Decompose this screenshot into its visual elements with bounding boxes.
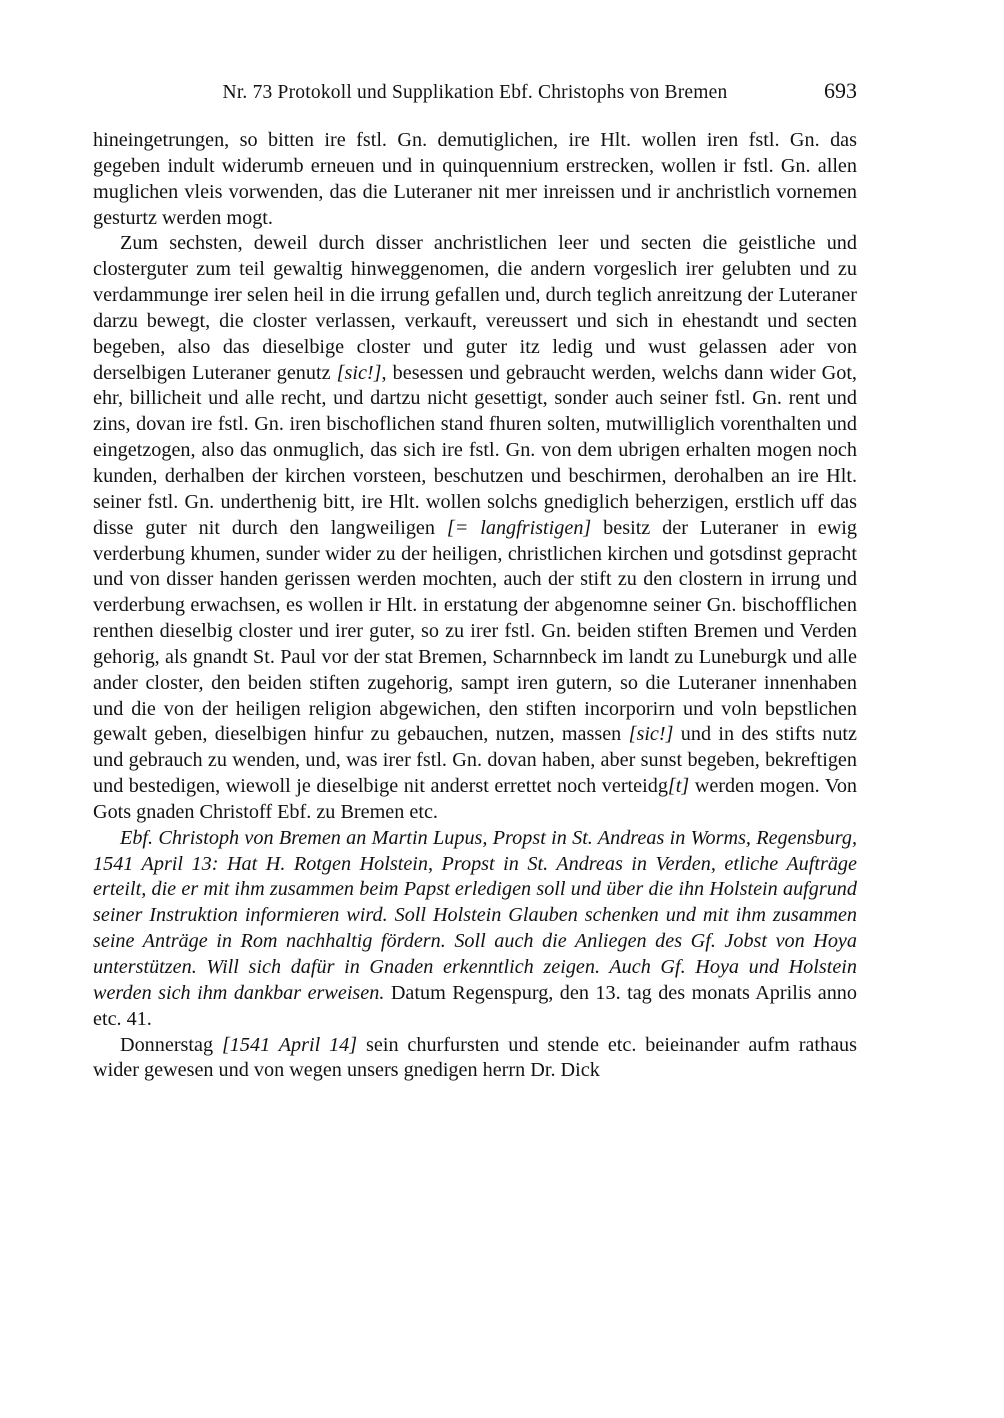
text-segment: besitz der Luteraner in ewig verderbung khumen, sunder wider zu der heiligen, christlichen kirchen und gotsdinst gepracht und von disser handen gerissen werden mochten, auch der stift zu den clostern in irrung und verderbung erwachsen, es wollen ir Hlt. in erstatung der abgenomne seiner Gn. bischofflichen renthen dieselbig closter und irer guter, so zu irer fstl. Gn. beiden stiften Bremen und Verden gehorig, als gnandt St. Paul vor der stat Bremen, Scharnnbeck im landt zu Luneburgk und alle ander closter, den beiden stiften zugehorig, sampt iren gutern, so die Luteraner innenhaben und die von der heiligen religion abgewichen, den stiften incorporirn und voln bepstlichen gewalt geben, dieselbigen hinfur zu gebauchen, nutzen, massen [93, 516, 857, 746]
text-segment: hineingetrungen, so bitten ire fstl. Gn. demutiglichen, ire Hlt. wollen iren fstl. Gn. das gegeben indult widerumb erneuen und in quinquennium erstrecken, wollen ir fstl. Gn. allen muglichen vleis vorwenden, das die Luteraner nit mer inreissen und ir anchristlich vornemen gesturtz werden mogt. [93, 129, 857, 229]
editorial-insertion: [1541 April 14] [221, 1033, 358, 1056]
editorial-insertion: [= langfristigen] [446, 516, 592, 539]
text-segment: Donnerstag [120, 1033, 222, 1056]
text-segment: Datum Regenspurg, den 13. tag des monats Aprilis anno etc. 41. [93, 981, 857, 1030]
text-segment: , besessen und gebraucht werden, welchs dann wider Got, ehr, billicheit und alle recht, und dartzu nicht gesettigt, sonder auch seiner fstl. Gn. rent und zins, dovan ire fstl. Gn. iren bischoflichen stand fhuren solten, mutwilliglich vorenthalten und eingetzogen, also das onmuglich, das sich ire fstl. Gn. von dem ubrigen erhalten mogen noch kunden, derhalben der kirchen vorsteen, beschutzen und beschirmen, derohalben an ire Hlt. seiner fstl. Gn. underthenig bitt, ire Hlt. wollen solchs gnediglich beherzigen, erstlich uff das disse guter nit durch den langweiligen [93, 361, 857, 539]
paragraph [93, 231, 857, 825]
editorial-insertion: Ebf. Christoph von Bremen an Martin Lupus, Propst in St. Andreas in Worms, Regensburg, 1541 April 13: Hat H. Rotgen Holstein, Propst in St. Andreas in Verden, etliche Aufträge erteilt, die er mit ihm zusammen beim Papst erledigen soll und über die ihn Holstein aufgrund seiner Instruktion informieren wird. Soll Holstein Glauben schenken und mit ihm zusammen seine Anträge in Rom nachhaltig fördern. Soll auch die Anliegen des Gf. Jobst von Hoya unterstützen. Will sich dafür in Gnaden erkenntlich zeigen. Auch Gf. Hoya und Holstein werden sich ihm dankbar erweisen. [93, 826, 857, 1004]
text-block [93, 128, 857, 1084]
paragraph [93, 826, 857, 1033]
editorial-insertion: [t] [667, 775, 690, 798]
page-header [93, 80, 857, 106]
text-segment: Zum sechsten, deweil durch disser anchristlichen leer und secten die geistliche und closterguter zum teil gewaltig hinweggenomen, die andern vorgeslich irer gelubten und zu verdammunge irer selen heil in die irrung gefallen und, durch teglich anreitzung der Luteraner darzu bewegt, die closter verlassen, verkauft, vereussert und sich in ehestandt und secten begeben, also das dieselbige closter und guter itz ledig und wust gelassen ader von derselbigen Luteraner genutz [93, 232, 857, 384]
text-segment: sein churfursten und stende etc. beieinander aufm rathaus wider gewesen und von wegen unsers gnedigen herrn Dr. Dick [93, 1033, 858, 1082]
running-title: Nr. 73 Protokoll und Supplikation Ebf. Christophs von Bremen [222, 82, 728, 103]
text-segment: werden mogen. Von Gots gnaden Christoff Ebf. zu Bremen etc. [93, 775, 858, 823]
paragraph [93, 1033, 857, 1085]
book-page [93, 0, 857, 1084]
paragraph [93, 128, 857, 231]
page-number: 693 [824, 78, 857, 103]
editorial-insertion: [sic!] [336, 361, 382, 384]
editorial-insertion: [sic!] [628, 723, 674, 746]
text-segment: und in des stifts nutz und gebrauch zu wenden, und, was irer fstl. Gn. dovan haben, aber sunst begeben, bekreftigen und bestedigen, wiewoll je dieselbige nit anderst errettet noch verteidg [93, 723, 858, 798]
